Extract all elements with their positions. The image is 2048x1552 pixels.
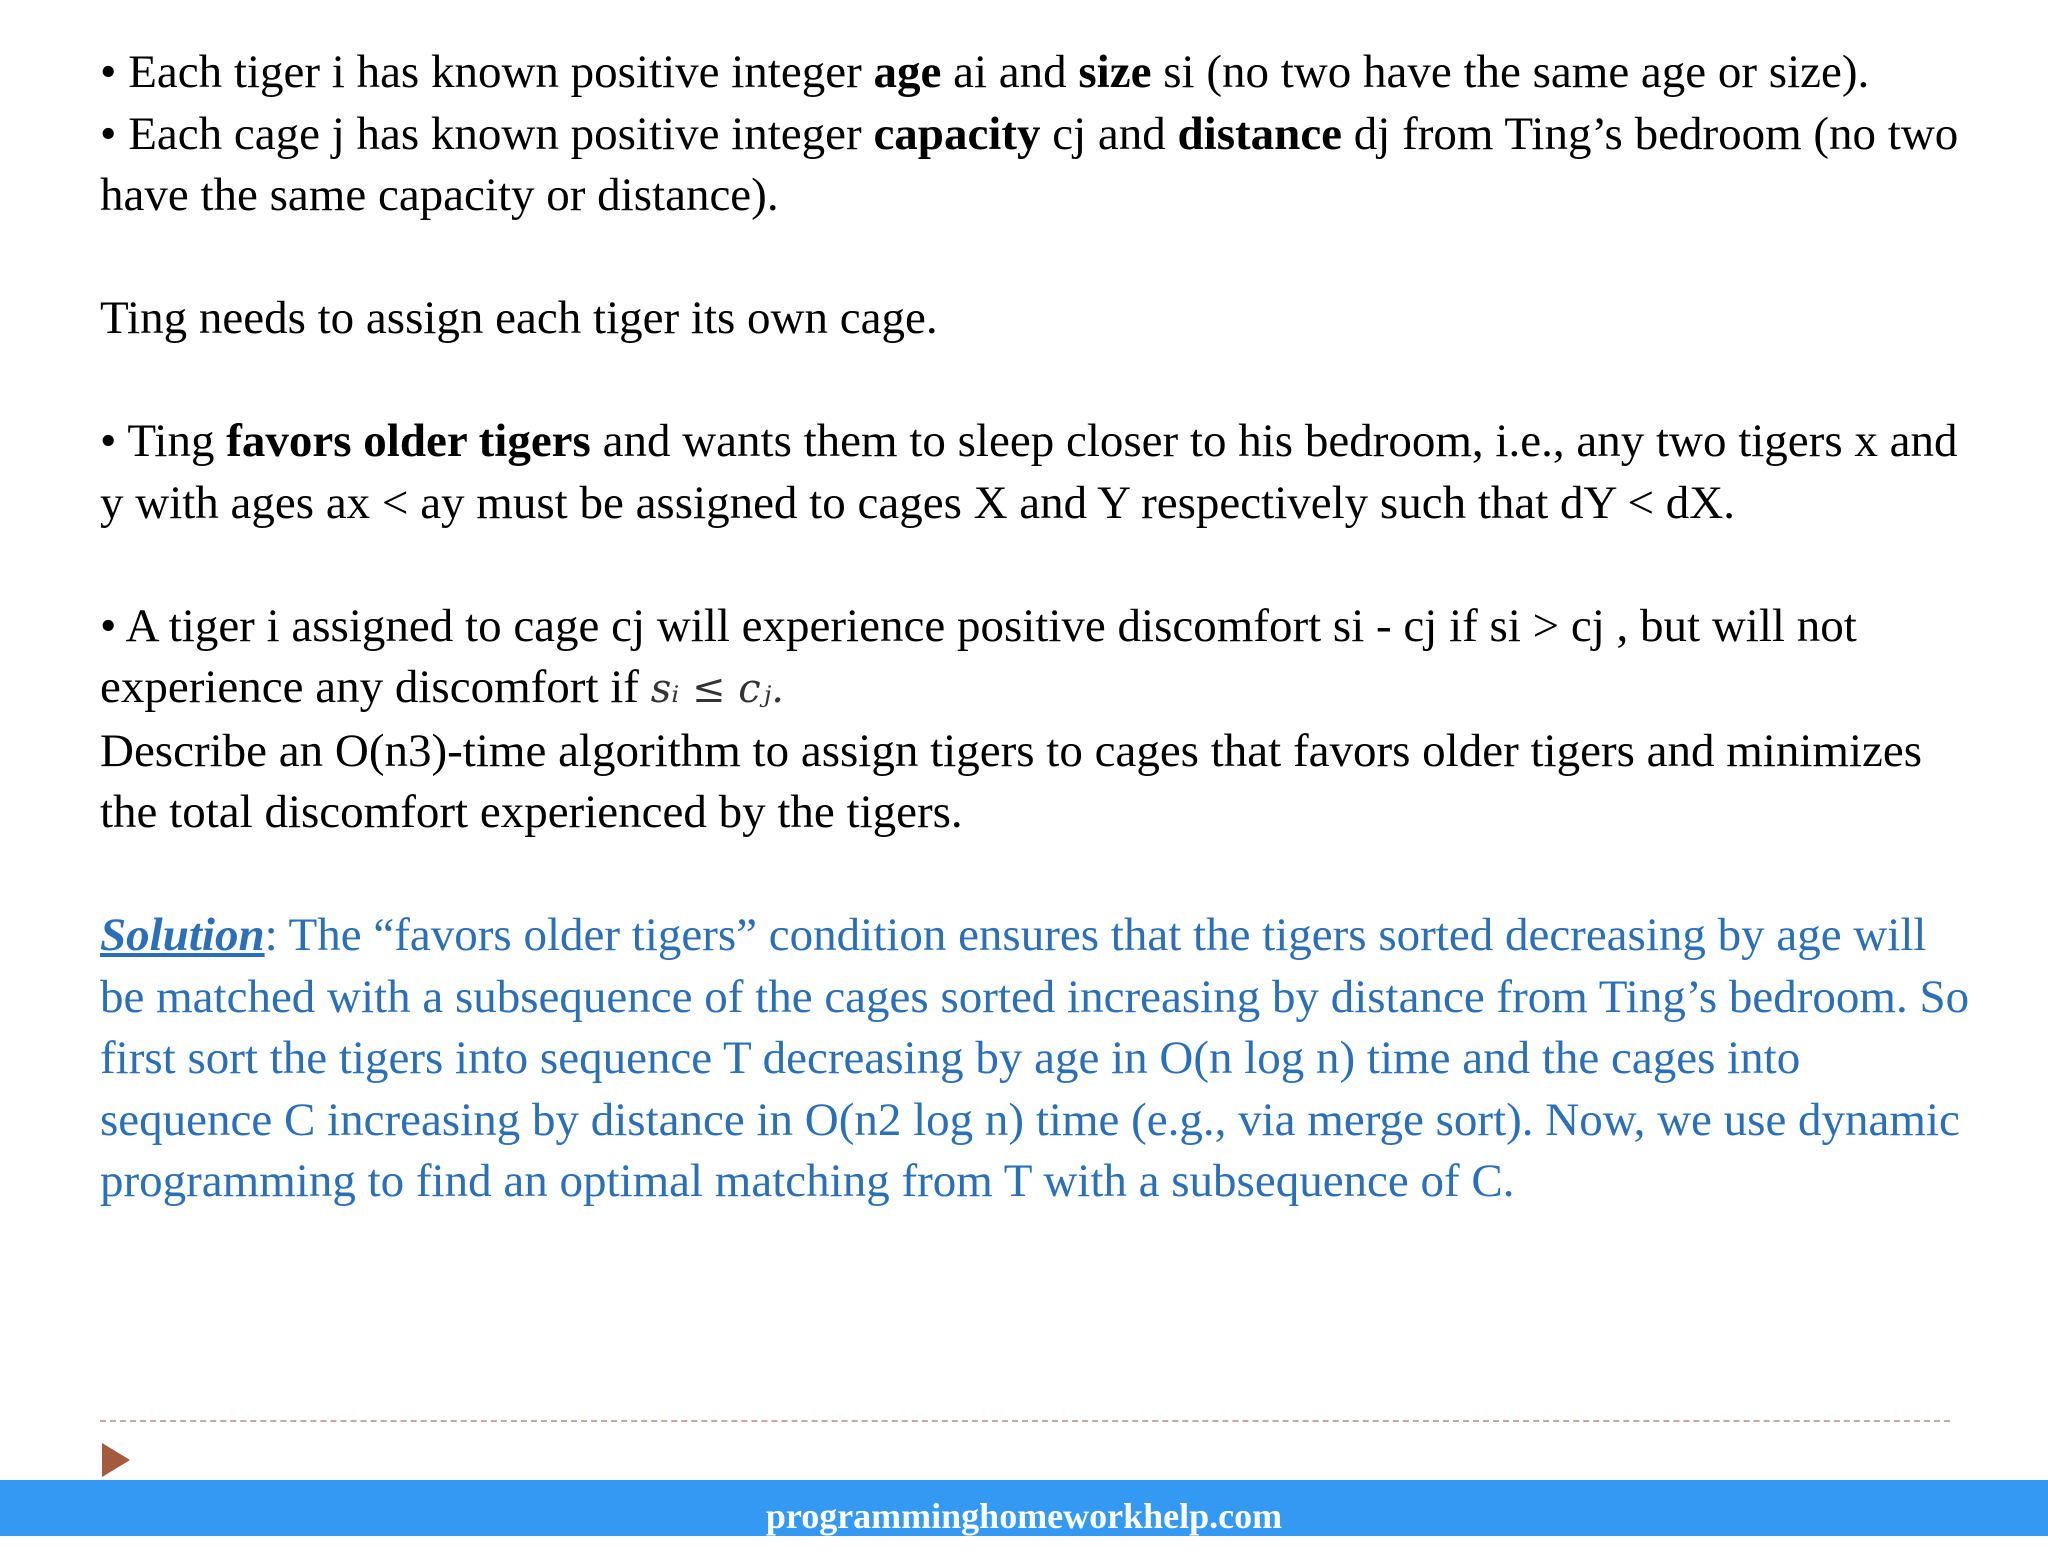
bold-term: favors older tigers — [226, 415, 591, 467]
footer-bar — [0, 1480, 2048, 1536]
task-description: Describe an O(n3)-time algorithm to assign tigers to cages that favors older tigers and minimizes the total discomfort experienced by the tigers. — [100, 724, 1923, 838]
favor-older-bullet — [100, 411, 1980, 534]
document-body — [100, 42, 1980, 1213]
tiger-properties-bullet — [100, 42, 1980, 104]
solution-paragraph — [100, 905, 1980, 1213]
spacer — [100, 534, 1980, 596]
solution-label: Solution — [100, 909, 265, 961]
solution-text: : The “favors older tigers” condition ensures that the tigers sorted decreasing by age will be matched with a subsequence of the cages sorted increasing by distance from Ting’s bedroom. So first sort the tigers into sequence T decreasing by age in O(n log n) time and the cages into sequence C increasing by distance in O(n2 log n) time (e.g., via merge sort). Now, we use dynamic programming to find an optimal matching from T with a subsequence of C. — [100, 909, 1970, 1207]
text-run: • A tiger i assigned to cage cj will experience positive discomfort si - cj if si > cj , but will not experience any discomfort if — [100, 599, 1857, 713]
text-run: dj from Ting’s bedroom (no two have the same capacity or distance). — [100, 107, 1959, 221]
spacer — [100, 227, 1980, 289]
bold-term: age — [873, 46, 942, 98]
bold-term: capacity — [873, 107, 1041, 160]
discomfort-bullet — [100, 596, 1980, 721]
text-run: ai and — [941, 46, 1079, 98]
bold-term: distance — [1177, 107, 1343, 160]
math-inequality: sᵢ ≤ cⱼ. — [650, 666, 784, 712]
assign-statement: Ting needs to assign each tiger its own cage. — [100, 292, 938, 344]
cage-properties-bullet — [100, 104, 1980, 227]
dashed-divider — [100, 1420, 1950, 1422]
text-run: si (no two have the same age or size). — [1151, 46, 1870, 98]
spacer — [100, 844, 1980, 906]
text-run: • Ting — [100, 415, 227, 467]
footer-site-link[interactable]: programminghomeworkhelp.com — [765, 1496, 1283, 1536]
text-run: and wants them to sleep closer to his bedroom, i.e., any two tigers x and y with ages ax < ay must be assigned to cages X and Y respectively such that dY < dX. — [100, 415, 1958, 529]
play-arrow-icon — [102, 1443, 130, 1477]
bold-term: size — [1078, 46, 1152, 98]
text-run: • Each tiger i has known positive integer — [100, 46, 874, 98]
text-run: cj and — [1040, 107, 1178, 160]
spacer — [100, 350, 1980, 412]
text-run: • Each cage j has known positive integer — [100, 107, 874, 160]
